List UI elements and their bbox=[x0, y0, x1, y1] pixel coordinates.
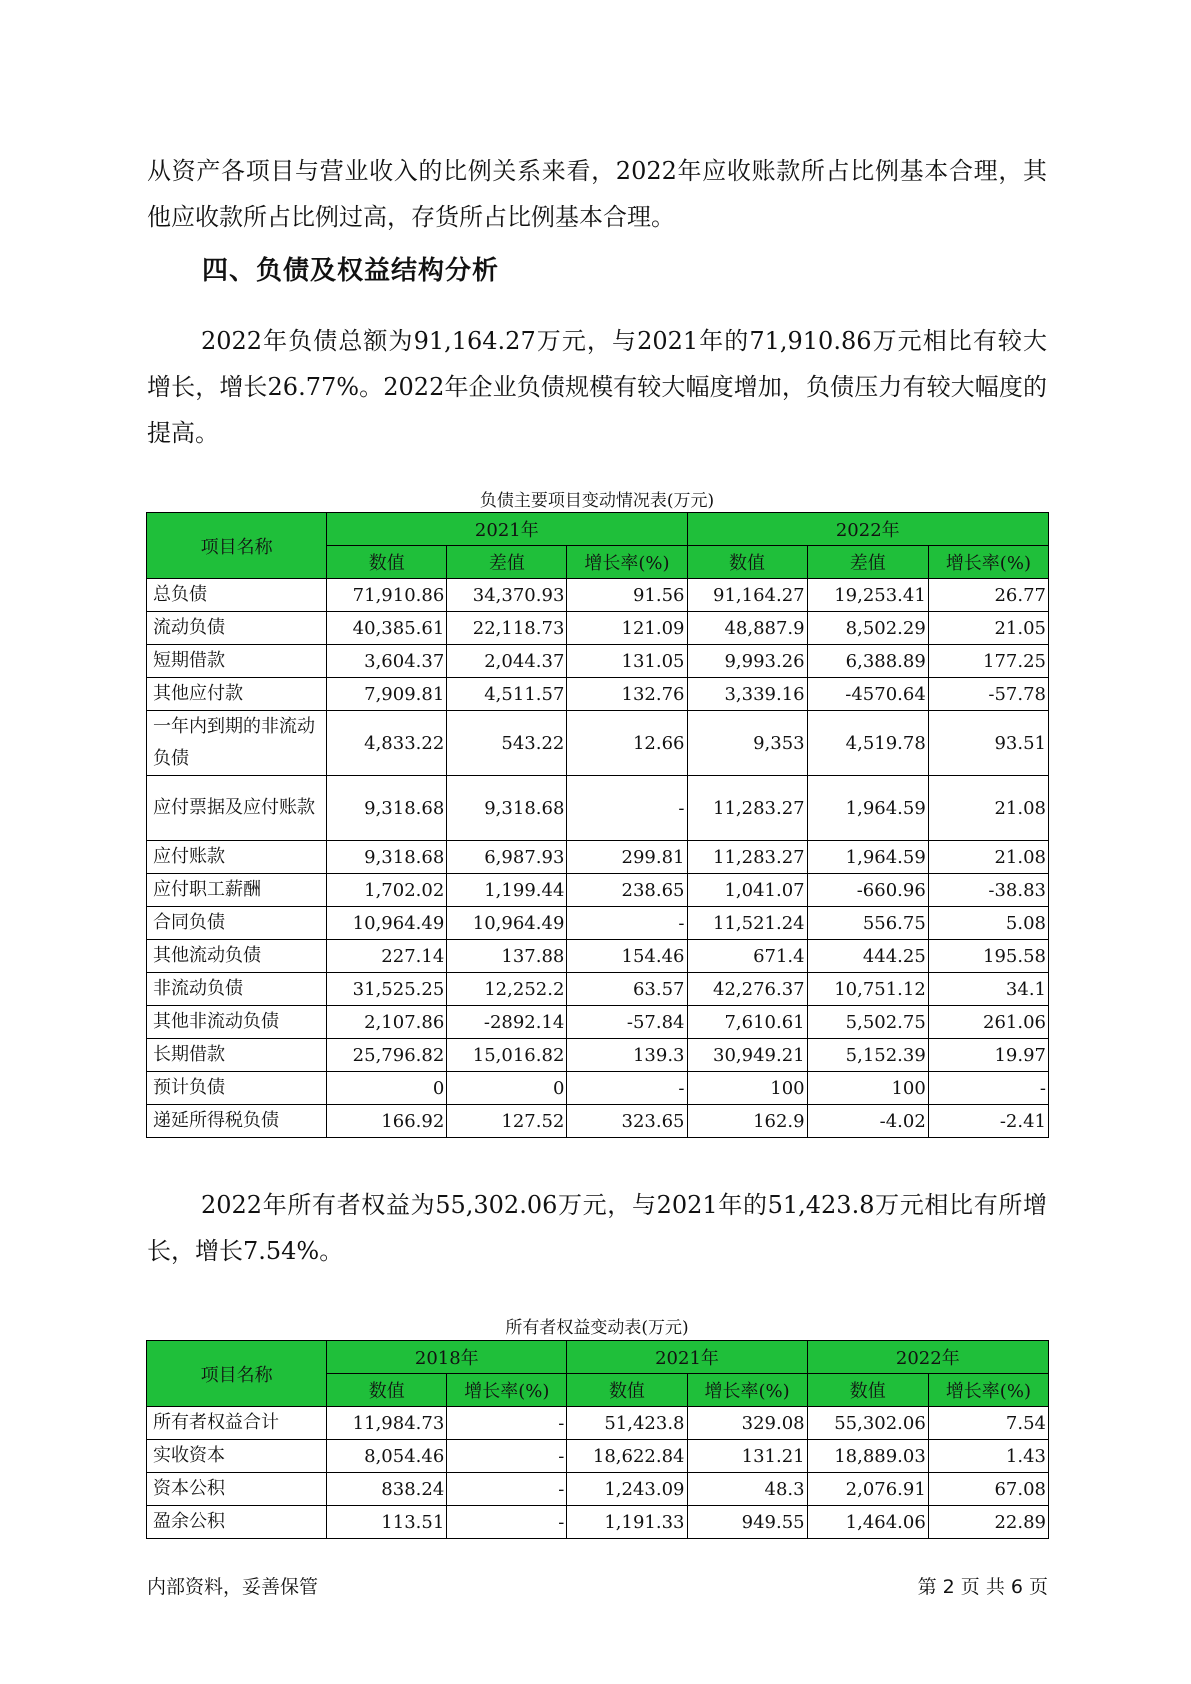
table-cell: 3,604.37 bbox=[327, 645, 447, 678]
table-cell: 3,339.16 bbox=[687, 678, 807, 711]
table-cell: -4.02 bbox=[807, 1105, 928, 1138]
table-cell: 6,388.89 bbox=[807, 645, 928, 678]
table-cell: 30,949.21 bbox=[687, 1039, 807, 1072]
table-cell: 1,964.59 bbox=[807, 776, 928, 841]
table-cell: 11,521.24 bbox=[687, 907, 807, 940]
table-cell: 9,318.68 bbox=[327, 776, 447, 841]
table-cell: 15,016.82 bbox=[447, 1039, 567, 1072]
table-cell: 131.21 bbox=[687, 1440, 807, 1473]
table-cell: 556.75 bbox=[807, 907, 928, 940]
row-label: 应付职工薪酬 bbox=[147, 874, 327, 907]
table-cell: 329.08 bbox=[687, 1407, 807, 1440]
confidential-note: 内部资料，妥善保管 bbox=[147, 1576, 319, 1598]
table-row bbox=[147, 1506, 1049, 1539]
table-cell: 34,370.93 bbox=[447, 579, 567, 612]
row-label: 流动负债 bbox=[147, 612, 327, 645]
table-cell: 0 bbox=[447, 1072, 567, 1105]
table-cell: 127.52 bbox=[447, 1105, 567, 1138]
table-cell: 18,622.84 bbox=[567, 1440, 687, 1473]
table-cell: 137.88 bbox=[447, 940, 567, 973]
table-cell: 9,993.26 bbox=[687, 645, 807, 678]
table-cell: 21.08 bbox=[928, 776, 1048, 841]
table-cell: 12.66 bbox=[567, 711, 687, 776]
table-cell: 132.76 bbox=[567, 678, 687, 711]
table-cell: 166.92 bbox=[327, 1105, 447, 1138]
table-cell: - bbox=[567, 776, 687, 841]
table-cell: 2,044.37 bbox=[447, 645, 567, 678]
liability-table-caption: 负债主要项目变动情况表(万元) bbox=[479, 491, 715, 511]
column-header: 增长率(%) bbox=[447, 1374, 567, 1407]
table-cell: 7,610.61 bbox=[687, 1006, 807, 1039]
table-cell: 100 bbox=[687, 1072, 807, 1105]
table-cell: 40,385.61 bbox=[327, 612, 447, 645]
table-row bbox=[147, 874, 1049, 907]
table-cell: - bbox=[447, 1440, 567, 1473]
table-row bbox=[147, 1039, 1049, 1072]
table-cell: 5,502.75 bbox=[807, 1006, 928, 1039]
table-cell: 25,796.82 bbox=[327, 1039, 447, 1072]
table-cell: 48.3 bbox=[687, 1473, 807, 1506]
table-cell: 9,318.68 bbox=[447, 776, 567, 841]
table-cell: 34.1 bbox=[928, 973, 1048, 1006]
table-row bbox=[147, 1072, 1049, 1105]
table-cell: 2,107.86 bbox=[327, 1006, 447, 1039]
table-cell: 154.46 bbox=[567, 940, 687, 973]
column-header: 数值 bbox=[687, 546, 807, 579]
table-cell: 19,253.41 bbox=[807, 579, 928, 612]
row-label: 总负债 bbox=[147, 579, 327, 612]
table-cell: 26.77 bbox=[928, 579, 1048, 612]
table-cell: 162.9 bbox=[687, 1105, 807, 1138]
table-cell: 1,964.59 bbox=[807, 841, 928, 874]
table-cell: -2892.14 bbox=[447, 1006, 567, 1039]
table-cell: 63.57 bbox=[567, 973, 687, 1006]
table-row bbox=[147, 841, 1049, 874]
table-row bbox=[147, 1105, 1049, 1138]
table-cell: -660.96 bbox=[807, 874, 928, 907]
table-cell: 10,964.49 bbox=[327, 907, 447, 940]
liability-summary-paragraph: 2022年负债总额为91,164.27万元，与2021年的71,910.86万元相比有较大增长，增长26.77%。2022年企业负债规模有较大幅度增加，负债压力有较大幅度的提高。 bbox=[147, 327, 1047, 447]
column-header: 增长率(%) bbox=[928, 546, 1048, 579]
row-label: 实收资本 bbox=[147, 1440, 327, 1473]
table-cell: 4,833.22 bbox=[327, 711, 447, 776]
column-header: 数值 bbox=[327, 546, 447, 579]
table-cell: -38.83 bbox=[928, 874, 1048, 907]
table-cell: 1,041.07 bbox=[687, 874, 807, 907]
table-cell: 7.54 bbox=[928, 1407, 1048, 1440]
table-cell: 2,076.91 bbox=[807, 1473, 928, 1506]
table-cell: 22,118.73 bbox=[447, 612, 567, 645]
table-cell: 11,984.73 bbox=[327, 1407, 447, 1440]
table-cell: 1,702.02 bbox=[327, 874, 447, 907]
table-cell: 6,987.93 bbox=[447, 841, 567, 874]
table-row bbox=[147, 1407, 1049, 1440]
equity-table bbox=[146, 1340, 1049, 1539]
row-label: 其他非流动负债 bbox=[147, 1006, 327, 1039]
table-cell: 1,191.33 bbox=[567, 1506, 687, 1539]
row-label: 应付票据及应付账款 bbox=[147, 776, 327, 841]
table-cell: 121.09 bbox=[567, 612, 687, 645]
table-cell: 9,353 bbox=[687, 711, 807, 776]
year-header: 2021年 bbox=[567, 1341, 807, 1374]
table-cell: 10,751.12 bbox=[807, 973, 928, 1006]
item-name-header: 项目名称 bbox=[147, 513, 327, 579]
year-header: 2022年 bbox=[807, 1341, 1048, 1374]
table-row bbox=[147, 612, 1049, 645]
table-cell: 949.55 bbox=[687, 1506, 807, 1539]
table-cell: 67.08 bbox=[928, 1473, 1048, 1506]
year-header: 2018年 bbox=[327, 1341, 567, 1374]
table-cell: 5.08 bbox=[928, 907, 1048, 940]
row-label: 合同负债 bbox=[147, 907, 327, 940]
row-label: 其他应付款 bbox=[147, 678, 327, 711]
row-label: 应付账款 bbox=[147, 841, 327, 874]
item-name-header: 项目名称 bbox=[147, 1341, 327, 1407]
table-cell: 543.22 bbox=[447, 711, 567, 776]
table-cell: 31,525.25 bbox=[327, 973, 447, 1006]
column-header: 差值 bbox=[447, 546, 567, 579]
column-header: 数值 bbox=[327, 1374, 447, 1407]
table-cell: 1,243.09 bbox=[567, 1473, 687, 1506]
table-cell: -2.41 bbox=[928, 1105, 1048, 1138]
table-cell: 71,910.86 bbox=[327, 579, 447, 612]
table-cell: -57.84 bbox=[567, 1006, 687, 1039]
table-cell: 11,283.27 bbox=[687, 776, 807, 841]
table-cell: 0 bbox=[327, 1072, 447, 1105]
table-cell: 4,511.57 bbox=[447, 678, 567, 711]
table-cell: 1.43 bbox=[928, 1440, 1048, 1473]
table-cell: 21.05 bbox=[928, 612, 1048, 645]
table-row bbox=[147, 776, 1049, 841]
table-cell: 323.65 bbox=[567, 1105, 687, 1138]
table-row bbox=[147, 678, 1049, 711]
table-cell: 195.58 bbox=[928, 940, 1048, 973]
page-number: 第 2 页 共 6 页 bbox=[917, 1576, 1048, 1598]
column-header: 数值 bbox=[807, 1374, 928, 1407]
equity-table-caption: 所有者权益变动表(万元) bbox=[505, 1318, 689, 1338]
column-header: 增长率(%) bbox=[567, 546, 687, 579]
section-heading: 四、负债及权益结构分析 bbox=[202, 256, 500, 286]
row-label: 递延所得税负债 bbox=[147, 1105, 327, 1138]
equity-summary-paragraph: 2022年所有者权益为55,302.06万元，与2021年的51,423.8万元相比有所增长，增长7.54%。 bbox=[147, 1191, 1047, 1265]
table-row bbox=[147, 645, 1049, 678]
table-cell: 19.97 bbox=[928, 1039, 1048, 1072]
column-header: 差值 bbox=[807, 546, 928, 579]
table-cell: 671.4 bbox=[687, 940, 807, 973]
table-cell: 22.89 bbox=[928, 1506, 1048, 1539]
table-cell: 227.14 bbox=[327, 940, 447, 973]
table-row bbox=[147, 973, 1049, 1006]
table-cell: 177.25 bbox=[928, 645, 1048, 678]
table-cell: 139.3 bbox=[567, 1039, 687, 1072]
table-cell: 18,889.03 bbox=[807, 1440, 928, 1473]
table-cell: 444.25 bbox=[807, 940, 928, 973]
table-cell: 91.56 bbox=[567, 579, 687, 612]
table-cell: - bbox=[928, 1072, 1048, 1105]
table-row bbox=[147, 579, 1049, 612]
table-row bbox=[147, 1006, 1049, 1039]
table-row bbox=[147, 1440, 1049, 1473]
row-label: 短期借款 bbox=[147, 645, 327, 678]
table-cell: 48,887.9 bbox=[687, 612, 807, 645]
table-cell: 93.51 bbox=[928, 711, 1048, 776]
table-cell: - bbox=[447, 1473, 567, 1506]
table-cell: - bbox=[447, 1407, 567, 1440]
table-cell: 238.65 bbox=[567, 874, 687, 907]
table-cell: - bbox=[567, 1072, 687, 1105]
table-cell: -4570.64 bbox=[807, 678, 928, 711]
table-row bbox=[147, 940, 1049, 973]
liability-table bbox=[146, 512, 1049, 1138]
table-cell: 55,302.06 bbox=[807, 1407, 928, 1440]
table-cell: 21.08 bbox=[928, 841, 1048, 874]
table-cell: 1,464.06 bbox=[807, 1506, 928, 1539]
table-cell: 12,252.2 bbox=[447, 973, 567, 1006]
table-cell: 100 bbox=[807, 1072, 928, 1105]
asset-ratio-paragraph: 从资产各项目与营业收入的比例关系来看，2022年应收账款所占比例基本合理，其他应收款所占比例过高，存货所占比例基本合理。 bbox=[147, 157, 1047, 231]
table-cell: -57.78 bbox=[928, 678, 1048, 711]
row-label: 长期借款 bbox=[147, 1039, 327, 1072]
table-cell: 8,502.29 bbox=[807, 612, 928, 645]
table-cell: 299.81 bbox=[567, 841, 687, 874]
table-cell: 131.05 bbox=[567, 645, 687, 678]
table-cell: 4,519.78 bbox=[807, 711, 928, 776]
column-header: 增长率(%) bbox=[928, 1374, 1048, 1407]
row-label: 非流动负债 bbox=[147, 973, 327, 1006]
table-cell: 91,164.27 bbox=[687, 579, 807, 612]
table-cell: 42,276.37 bbox=[687, 973, 807, 1006]
table-cell: 261.06 bbox=[928, 1006, 1048, 1039]
table-cell: - bbox=[447, 1506, 567, 1539]
table-cell: 9,318.68 bbox=[327, 841, 447, 874]
table-row bbox=[147, 711, 1049, 776]
table-cell: 8,054.46 bbox=[327, 1440, 447, 1473]
column-header: 数值 bbox=[567, 1374, 687, 1407]
row-label: 预计负债 bbox=[147, 1072, 327, 1105]
table-cell: 51,423.8 bbox=[567, 1407, 687, 1440]
table-cell: 11,283.27 bbox=[687, 841, 807, 874]
table-cell: 7,909.81 bbox=[327, 678, 447, 711]
table-cell: 10,964.49 bbox=[447, 907, 567, 940]
table-cell: 838.24 bbox=[327, 1473, 447, 1506]
year-header: 2021年 bbox=[327, 513, 687, 546]
table-cell: 5,152.39 bbox=[807, 1039, 928, 1072]
row-label: 其他流动负债 bbox=[147, 940, 327, 973]
row-label: 资本公积 bbox=[147, 1473, 327, 1506]
table-row bbox=[147, 907, 1049, 940]
row-label: 盈余公积 bbox=[147, 1506, 327, 1539]
table-row bbox=[147, 1473, 1049, 1506]
column-header: 增长率(%) bbox=[687, 1374, 807, 1407]
row-label: 所有者权益合计 bbox=[147, 1407, 327, 1440]
table-cell: 113.51 bbox=[327, 1506, 447, 1539]
row-label: 一年内到期的非流动负债 bbox=[147, 711, 327, 776]
table-cell: - bbox=[567, 907, 687, 940]
table-cell: 1,199.44 bbox=[447, 874, 567, 907]
year-header: 2022年 bbox=[687, 513, 1049, 546]
